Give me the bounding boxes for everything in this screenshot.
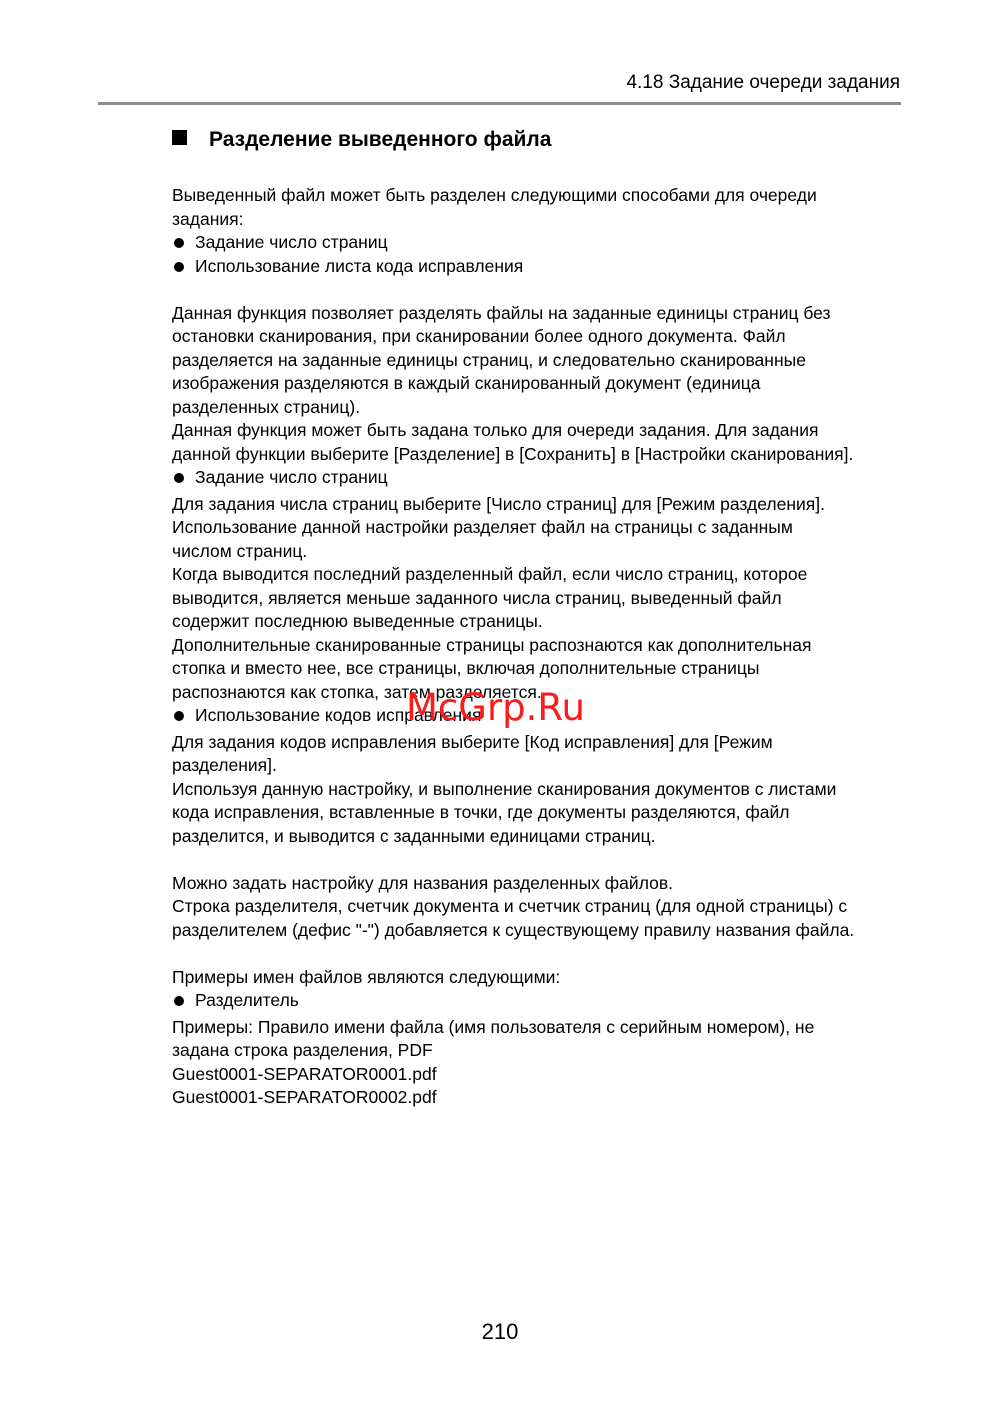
bullet-detail-line: Когда выводится последний разделенный файл, если число страниц, которое — [172, 564, 808, 584]
paragraph-line: Данная функция позволяет разделять файлы на заданные единицы страниц без — [172, 302, 831, 323]
section-title: Разделение выведенного файла — [209, 128, 552, 151]
bullet-detail-line: кода исправления, вставленные в точки, где документы разделяются, файл — [172, 802, 790, 822]
bullet-separator: Разделитель — [172, 989, 912, 1013]
paragraph-line: Строка разделителя, счетчик документа и счетчик страниц (для одной страницы) с — [172, 896, 848, 916]
paragraph-line: разделяется на заданные единицы страниц, и следовательно сканированные — [172, 349, 806, 370]
paragraph-line: разделенных страниц). — [172, 396, 361, 417]
body-text — [172, 184, 912, 1110]
bullet-detail-line: Для задания числа страниц выберите [Число страниц] для [Режим разделения]. — [172, 493, 826, 514]
paragraph-line: Примеры имен файлов являются следующими: — [172, 966, 561, 987]
paragraph-line: разделителем (дефис "-") добавляется к существующему правилу названия файла. — [172, 919, 855, 940]
bullet-detail-line: числом страниц. — [172, 540, 308, 561]
bullet-detail-line: разделения]. — [172, 755, 277, 775]
header-divider — [98, 102, 901, 105]
bullet-detail-line: Для задания кодов исправления выберите [Код исправления] для [Режим — [172, 731, 773, 752]
page-number: 210 — [481, 1319, 519, 1344]
paragraph-line: Можно задать настройку для названия разделенных файлов. — [172, 872, 673, 893]
bullet-patch-codes: Использование кодов исправления — [172, 704, 912, 728]
bullet-detail-line: Используя данную настройку, и выполнение сканирования документов с листами — [172, 778, 837, 799]
bullet-detail-line: разделится, и выводится с заданными единицами страниц. — [172, 825, 656, 846]
intro-bullet: Использование листа кода исправления — [172, 255, 912, 279]
running-header: 4.18 Задание очереди задания — [626, 72, 900, 93]
paragraph-line: изображения разделяются в каждый сканированный документ (единица — [172, 373, 761, 393]
example-filename: Guest0001-SEPARATOR0002.pdf — [172, 1087, 437, 1107]
intro-line: задания: — [172, 208, 244, 229]
bullet-detail-line: содержит последнюю выведенные страницы. — [172, 611, 543, 631]
bullet-detail-line: Дополнительные сканированные страницы распознаются как дополнительная — [172, 634, 812, 655]
watermark: McGrp.Ru — [406, 686, 585, 729]
intro-line: Выведенный файл может быть разделен следующими способами для очереди — [172, 185, 817, 205]
square-bullet-icon — [172, 130, 187, 145]
bullet-detail-line: задана строка разделения, PDF — [172, 1040, 433, 1060]
paragraph-line: Данная функция может быть задана только для очереди задания. Для задания — [172, 420, 819, 440]
bullet-detail-line: распознаются как стопка, затем разделяется. — [172, 681, 542, 702]
example-filename: Guest0001-SEPARATOR0001.pdf — [172, 1063, 437, 1084]
paragraph-line: остановки сканирования, при сканировании более одного документа. Файл — [172, 326, 786, 346]
intro-bullet: Задание число страниц — [172, 231, 912, 255]
bullet-detail-line: выводится, является меньше заданного числа страниц, выведенный файл — [172, 587, 782, 608]
bullet-detail-line: Примеры: Правило имени файла (имя пользователя с серийным номером), не — [172, 1016, 815, 1037]
section-heading — [172, 127, 551, 153]
bullet-page-count: Задание число страниц — [172, 466, 912, 490]
bullet-detail-line: Использование данной настройки разделяет файл на страницы с заданным — [172, 517, 793, 537]
paragraph-line: данной функции выберите [Разделение] в [Сохранить] в [Настройки сканирования]. — [172, 443, 854, 464]
bullet-detail-line: стопка и вместо нее, все страницы, включая дополнительные страницы — [172, 658, 760, 678]
